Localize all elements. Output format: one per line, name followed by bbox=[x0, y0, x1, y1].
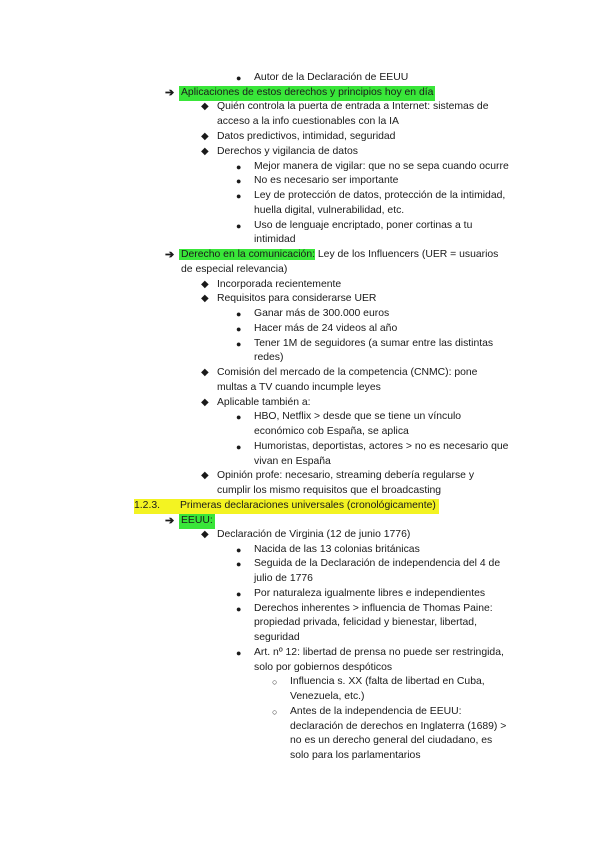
bullet-dot-icon: ● bbox=[236, 221, 242, 231]
heading-number: 1.2.3. bbox=[134, 500, 160, 511]
list-item: Requisitos para considerarse UER bbox=[217, 293, 377, 304]
diamond-bullet-icon: ◆ bbox=[201, 293, 209, 304]
list-item-continuation: intimidad bbox=[254, 234, 296, 245]
circle-bullet-icon: ○ bbox=[272, 677, 278, 687]
bullet-dot-icon: ● bbox=[236, 545, 242, 555]
diamond-bullet-icon: ◆ bbox=[201, 397, 209, 408]
section-heading: Derecho en la comunicación: bbox=[181, 249, 315, 260]
list-item: Art. nº 12: libertad de prensa no puede ser restringida, bbox=[254, 647, 504, 658]
circle-bullet-icon: ○ bbox=[272, 707, 278, 717]
diamond-bullet-icon: ◆ bbox=[201, 101, 209, 112]
list-item: Aplicable también a: bbox=[217, 397, 311, 408]
arrow-bullet-icon: ➔ bbox=[165, 249, 175, 261]
list-item: Ley de protección de datos, protección de la intimidad, bbox=[254, 190, 506, 201]
list-item-continuation: no es un derecho general del ciudadano, es bbox=[290, 735, 493, 746]
list-item: Tener 1M de seguidores (a sumar entre las distintas bbox=[254, 338, 494, 349]
list-item-continuation: cumplir los mismo requisitos que el broadcasting bbox=[217, 485, 442, 496]
list-item-continuation: multas a TV cuando incumple leyes bbox=[217, 382, 381, 393]
bullet-dot-icon: ● bbox=[236, 324, 242, 334]
list-item-continuation: declaración de derechos en Inglaterra (1689) > bbox=[290, 721, 507, 732]
numbered-heading bbox=[134, 499, 439, 514]
list-item: Comisión del mercado de la competencia (CNMC): pone bbox=[217, 367, 478, 378]
list-item: Autor de la Declaración de EEUU bbox=[254, 72, 409, 83]
list-item-continuation: julio de 1776 bbox=[254, 573, 313, 584]
bullet-dot-icon: ● bbox=[236, 442, 242, 452]
bullet-dot-icon: ● bbox=[236, 309, 242, 319]
list-item-continuation: huella digital, vulnerabilidad, etc. bbox=[254, 205, 405, 216]
bullet-dot-icon: ● bbox=[236, 162, 242, 172]
diamond-bullet-icon: ◆ bbox=[201, 279, 209, 290]
list-item-continuation: solo para los parlamentarios bbox=[290, 750, 421, 761]
list-item: Uso de lenguaje encriptado, poner cortinas a tu bbox=[254, 220, 473, 231]
list-item-continuation: acceso a la info cuestionables con la IA bbox=[217, 116, 399, 127]
heading-title: Primeras declaraciones universales (cronológicamente) bbox=[180, 500, 436, 511]
diamond-bullet-icon: ◆ bbox=[201, 131, 209, 142]
list-item: Nacida de las 13 colonias británicas bbox=[254, 544, 420, 555]
list-item: Derechos y vigilancia de datos bbox=[217, 146, 358, 157]
section-heading-rest: Ley de los Influencers (UER = usuarios bbox=[315, 249, 499, 260]
list-item: No es necesario ser importante bbox=[254, 175, 399, 186]
list-item-continuation: Venezuela, etc.) bbox=[290, 691, 365, 702]
list-item-continuation: seguridad bbox=[254, 632, 300, 643]
list-item-continuation: económico cob España, se aplica bbox=[254, 426, 409, 437]
bullet-dot-icon: ● bbox=[236, 559, 242, 569]
list-item: HBO, Netflix > desde que se tiene un vínculo bbox=[254, 411, 462, 422]
list-item-continuation: vivan en España bbox=[254, 456, 331, 467]
list-item: Ganar más de 300.000 euros bbox=[254, 308, 390, 319]
list-item: Incorporada recientemente bbox=[217, 279, 342, 290]
list-item-continuation: solo por gobiernos despóticos bbox=[254, 662, 393, 673]
list-item: Derechos inherentes > influencia de Thomas Paine: bbox=[254, 603, 493, 614]
list-item: Por naturaleza igualmente libres e independientes bbox=[254, 588, 486, 599]
list-item: Hacer más de 24 videos al año bbox=[254, 323, 398, 334]
diamond-bullet-icon: ◆ bbox=[201, 146, 209, 157]
list-item: Seguida de la Declaración de independencia del 4 de bbox=[254, 558, 501, 569]
list-item: Opinión profe: necesario, streaming debería regularse y bbox=[217, 470, 475, 481]
bullet-dot-icon: ● bbox=[236, 604, 242, 614]
section-heading: EEUU: bbox=[179, 514, 215, 529]
list-item: Declaración de Virginia (12 de junio 1776) bbox=[217, 529, 411, 540]
section-heading-line bbox=[179, 248, 498, 263]
bullet-dot-icon: ● bbox=[236, 73, 242, 83]
diamond-bullet-icon: ◆ bbox=[201, 470, 209, 481]
bullet-dot-icon: ● bbox=[236, 191, 242, 201]
bullet-dot-icon: ● bbox=[236, 648, 242, 658]
arrow-bullet-icon: ➔ bbox=[165, 87, 175, 99]
diamond-bullet-icon: ◆ bbox=[201, 529, 209, 540]
list-item-continuation: de especial relevancia) bbox=[181, 264, 288, 275]
list-item-continuation: redes) bbox=[254, 352, 284, 363]
list-item-continuation: propiedad privada, felicidad y bienestar, libertad, bbox=[254, 617, 477, 628]
bullet-dot-icon: ● bbox=[236, 412, 242, 422]
bullet-dot-icon: ● bbox=[236, 339, 242, 349]
list-item: Datos predictivos, intimidad, seguridad bbox=[217, 131, 396, 142]
bullet-dot-icon: ● bbox=[236, 589, 242, 599]
list-item: Influencia s. XX (falta de libertad en Cuba, bbox=[290, 676, 485, 687]
arrow-bullet-icon: ➔ bbox=[165, 515, 175, 527]
diamond-bullet-icon: ◆ bbox=[201, 367, 209, 378]
bullet-dot-icon: ● bbox=[236, 176, 242, 186]
list-item: Humoristas, deportistas, actores > no es necesario que bbox=[254, 441, 509, 452]
list-item: Quién controla la puerta de entrada a Internet: sistemas de bbox=[217, 101, 489, 112]
list-item: Antes de la independencia de EEUU: bbox=[290, 706, 462, 717]
section-heading: Aplicaciones de estos derechos y principios hoy en día bbox=[179, 86, 435, 101]
list-item: Mejor manera de vigilar: que no se sepa cuando ocurre bbox=[254, 161, 509, 172]
